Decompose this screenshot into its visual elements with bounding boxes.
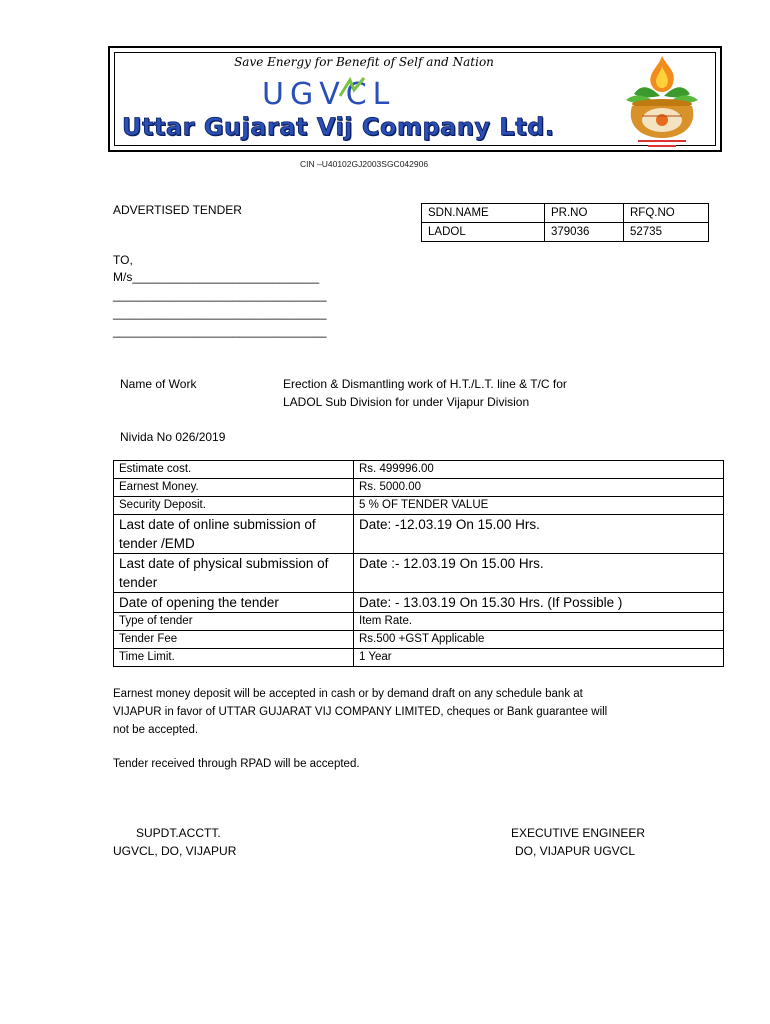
- company-name: Uttar Gujarat Vij Company Ltd.: [122, 113, 555, 141]
- detail-value: 1 Year: [354, 649, 724, 667]
- sdn-table: [421, 203, 709, 242]
- emd-note-line: VIJAPUR in favor of UTTAR GUJARAT VIJ COMPANY LIMITED, cheques or Bank guarantee will: [113, 706, 608, 718]
- tagline: Save Energy for Benefit of Self and Nation: [234, 55, 494, 69]
- sdn-header-row: [422, 204, 709, 223]
- table-row: [114, 479, 724, 497]
- table-row: [114, 649, 724, 667]
- detail-key: Last date of physical submission of tender: [114, 554, 354, 593]
- sdn-value-row: [422, 223, 709, 242]
- rpad-note: Tender received through RPAD will be accepted.: [113, 758, 360, 770]
- page-title: ADVERTISED TENDER: [113, 203, 242, 217]
- sdn-value-cell: 52735: [624, 223, 709, 242]
- detail-value: Rs. 499996.00: [354, 461, 724, 479]
- sdn-header-cell: RFQ.NO: [624, 204, 709, 223]
- work-label: Name of Work: [120, 377, 197, 391]
- signatory-right-office: DO, VIJAPUR UGVCL: [515, 844, 636, 858]
- work-description-line: Erection & Dismantling work of H.T./L.T. line & T/C for: [283, 377, 567, 391]
- table-row: [114, 461, 724, 479]
- sdn-header-cell: PR.NO: [545, 204, 624, 223]
- detail-value: Date: - 13.03.19 On 15.30 Hrs. (If Possible ): [354, 593, 724, 613]
- emd-note-line: not be accepted.: [113, 724, 199, 736]
- table-row: [114, 613, 724, 631]
- detail-key: Time Limit.: [114, 649, 354, 667]
- sdn-header-cell: SDN.NAME: [422, 204, 545, 223]
- detail-key: Last date of online submission of tender /EMD: [114, 515, 354, 554]
- sdn-value-cell: LADOL: [422, 223, 545, 242]
- address-ms: M/s____________________________: [113, 270, 320, 284]
- table-row: [114, 631, 724, 649]
- detail-value: Date: -12.03.19 On 15.00 Hrs.: [354, 515, 724, 554]
- ugvcl-logo-text: UGVCL: [262, 77, 396, 110]
- detail-key: Date of opening the tender: [114, 593, 354, 613]
- address-line: ________________________________: [113, 306, 327, 320]
- ugvcl-logo: [262, 76, 442, 110]
- kalash-emblem-icon: [612, 54, 712, 150]
- detail-key: Tender Fee: [114, 631, 354, 649]
- tender-details-table: [113, 460, 724, 667]
- work-description-line: LADOL Sub Division for under Vijapur Division: [283, 395, 530, 409]
- detail-value: 5 % OF TENDER VALUE: [354, 497, 724, 515]
- detail-key: Earnest Money.: [114, 479, 354, 497]
- detail-key: Type of tender: [114, 613, 354, 631]
- signatory-left-title: SUPDT.ACCTT.: [136, 826, 221, 840]
- table-row: [114, 515, 724, 554]
- emd-note: [113, 685, 673, 739]
- signatory-right-title: EXECUTIVE ENGINEER: [511, 826, 646, 840]
- cin-number: CIN –U40102GJ2003SGC042906: [300, 159, 429, 169]
- detail-key: Security Deposit.: [114, 497, 354, 515]
- address-to: TO,: [113, 253, 133, 267]
- address-line: ________________________________: [113, 324, 327, 338]
- detail-value: Rs.500 +GST Applicable: [354, 631, 724, 649]
- signatory-left-office: UGVCL, DO, VIJAPUR: [113, 844, 237, 858]
- detail-value: Date :- 12.03.19 On 15.00 Hrs.: [354, 554, 724, 593]
- nivida-number: Nivida No 026/2019: [120, 430, 226, 444]
- detail-value: Item Rate.: [354, 613, 724, 631]
- emd-note-line: Earnest money deposit will be accepted in cash or by demand draft on any schedule bank at: [113, 688, 583, 700]
- table-row: [114, 554, 724, 593]
- table-row: [114, 497, 724, 515]
- address-line: ________________________________: [113, 288, 327, 302]
- detail-value: Rs. 5000.00: [354, 479, 724, 497]
- table-row: [114, 593, 724, 613]
- sdn-value-cell: 379036: [545, 223, 624, 242]
- detail-key: Estimate cost.: [114, 461, 354, 479]
